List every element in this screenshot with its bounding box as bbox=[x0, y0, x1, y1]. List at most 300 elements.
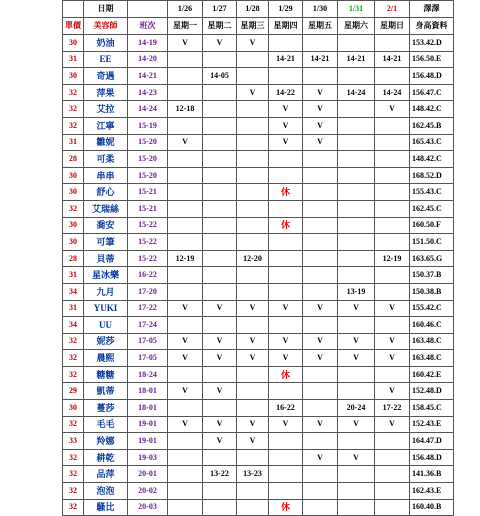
profile-cell: 163.65.G bbox=[410, 250, 454, 267]
price-cell: 32 bbox=[63, 200, 84, 217]
table-row bbox=[63, 366, 454, 383]
day-cell: V bbox=[338, 350, 375, 367]
price-cell: 34 bbox=[63, 317, 84, 334]
profile-cell: 158.45.C bbox=[410, 400, 454, 417]
day-cell bbox=[237, 184, 269, 201]
day-cell: 14-05 bbox=[203, 68, 237, 85]
day-cell: V bbox=[303, 84, 338, 101]
day-cell bbox=[303, 499, 338, 516]
day-cell bbox=[203, 101, 237, 118]
shift-cell: 19-01 bbox=[128, 433, 168, 450]
day-cell bbox=[269, 151, 303, 168]
day-cell: 14-21 bbox=[303, 51, 338, 68]
day-cell bbox=[203, 234, 237, 251]
stylist-name-cell: 品萍 bbox=[84, 466, 128, 483]
header-date-7: 2/1 bbox=[375, 1, 410, 18]
shift-cell: 18-01 bbox=[128, 383, 168, 400]
table-row bbox=[63, 383, 454, 400]
day-cell bbox=[203, 151, 237, 168]
day-cell bbox=[237, 101, 269, 118]
stylist-name-cell: EE bbox=[84, 51, 128, 68]
stylist-name-cell: 艾拉 bbox=[84, 101, 128, 118]
header-class-label: 班次 bbox=[128, 18, 168, 35]
profile-cell: 152.48.D bbox=[410, 383, 454, 400]
day-cell bbox=[375, 234, 410, 251]
day-cell: 12-19 bbox=[375, 250, 410, 267]
day-cell bbox=[338, 250, 375, 267]
price-cell: 30 bbox=[63, 167, 84, 184]
day-cell bbox=[338, 167, 375, 184]
header-date-1: 1/26 bbox=[168, 1, 203, 18]
table-row bbox=[63, 234, 454, 251]
day-cell: 14-21 bbox=[338, 51, 375, 68]
price-cell: 31 bbox=[63, 134, 84, 151]
shift-cell: 19-03 bbox=[128, 449, 168, 466]
stylist-name-cell: 蔓莎 bbox=[84, 400, 128, 417]
day-cell bbox=[203, 250, 237, 267]
shift-cell: 15-20 bbox=[128, 134, 168, 151]
profile-cell: 141.36.B bbox=[410, 466, 454, 483]
day-cell bbox=[375, 35, 410, 52]
day-cell bbox=[203, 51, 237, 68]
day-cell: V bbox=[237, 35, 269, 52]
day-cell bbox=[168, 466, 203, 483]
day-cell: 14-24 bbox=[375, 84, 410, 101]
profile-cell: 153.42.D bbox=[410, 35, 454, 52]
day-cell bbox=[375, 483, 410, 500]
shift-cell: 14-23 bbox=[128, 84, 168, 101]
price-cell: 31 bbox=[63, 51, 84, 68]
stylist-name-cell: 凱蒂 bbox=[84, 383, 128, 400]
day-cell bbox=[168, 483, 203, 500]
day-cell bbox=[375, 200, 410, 217]
day-cell: V bbox=[303, 350, 338, 367]
day-cell bbox=[269, 466, 303, 483]
price-cell: 28 bbox=[63, 250, 84, 267]
day-cell: V bbox=[375, 333, 410, 350]
day-cell bbox=[237, 383, 269, 400]
profile-cell: 163.48.C bbox=[410, 350, 454, 367]
day-cell bbox=[303, 35, 338, 52]
stylist-name-cell: 貝蒂 bbox=[84, 250, 128, 267]
day-cell bbox=[338, 134, 375, 151]
shift-cell: 20-03 bbox=[128, 499, 168, 516]
day-cell: V bbox=[269, 350, 303, 367]
stylist-name-cell: 艾瑞絲 bbox=[84, 200, 128, 217]
day-cell bbox=[168, 184, 203, 201]
day-cell: V bbox=[375, 350, 410, 367]
price-cell: 30 bbox=[63, 217, 84, 234]
day-cell: 休 bbox=[269, 499, 303, 516]
day-cell bbox=[338, 383, 375, 400]
day-cell bbox=[338, 267, 375, 284]
day-cell bbox=[375, 433, 410, 450]
profile-cell: 155.43.C bbox=[410, 184, 454, 201]
day-cell bbox=[237, 200, 269, 217]
day-cell bbox=[375, 117, 410, 134]
shift-cell: 15-21 bbox=[128, 184, 168, 201]
day-cell: V bbox=[168, 383, 203, 400]
stylist-name-cell: 雛妮 bbox=[84, 134, 128, 151]
price-cell: 29 bbox=[63, 383, 84, 400]
stylist-name-cell: 可柔 bbox=[84, 151, 128, 168]
table-row bbox=[63, 134, 454, 151]
day-cell bbox=[168, 317, 203, 334]
table-row bbox=[63, 51, 454, 68]
day-cell bbox=[269, 383, 303, 400]
day-cell bbox=[168, 433, 203, 450]
day-cell bbox=[375, 449, 410, 466]
day-cell bbox=[237, 217, 269, 234]
day-cell: V bbox=[375, 101, 410, 118]
day-cell bbox=[203, 134, 237, 151]
header-name-label: 美容師 bbox=[84, 18, 128, 35]
stylist-name-cell: UU bbox=[84, 317, 128, 334]
table-row bbox=[63, 151, 454, 168]
day-cell bbox=[168, 217, 203, 234]
day-cell bbox=[303, 283, 338, 300]
day-cell bbox=[269, 35, 303, 52]
day-cell bbox=[237, 483, 269, 500]
stylist-name-cell: 妮莎 bbox=[84, 333, 128, 350]
price-cell: 30 bbox=[63, 400, 84, 417]
day-cell bbox=[269, 283, 303, 300]
day-cell bbox=[338, 466, 375, 483]
day-cell: 12-18 bbox=[168, 101, 203, 118]
day-cell: 休 bbox=[269, 184, 303, 201]
day-cell bbox=[303, 167, 338, 184]
day-cell: V bbox=[237, 333, 269, 350]
stylist-name-cell: YUKI bbox=[84, 300, 128, 317]
table-row bbox=[63, 483, 454, 500]
table-row bbox=[63, 449, 454, 466]
day-cell bbox=[237, 267, 269, 284]
price-cell: 32 bbox=[63, 483, 84, 500]
shift-cell: 18-01 bbox=[128, 400, 168, 417]
profile-cell: 160.46.C bbox=[410, 317, 454, 334]
day-cell: V bbox=[303, 117, 338, 134]
day-cell: V bbox=[269, 117, 303, 134]
day-cell bbox=[168, 200, 203, 217]
day-cell bbox=[303, 383, 338, 400]
day-cell: V bbox=[168, 350, 203, 367]
stylist-name-cell: 江寧 bbox=[84, 117, 128, 134]
day-cell bbox=[168, 400, 203, 417]
table-row bbox=[63, 217, 454, 234]
profile-cell: 165.43.C bbox=[410, 134, 454, 151]
day-cell bbox=[203, 217, 237, 234]
day-cell bbox=[338, 117, 375, 134]
profile-cell: 160.50.F bbox=[410, 217, 454, 234]
day-cell bbox=[269, 234, 303, 251]
day-cell bbox=[203, 117, 237, 134]
day-cell: V bbox=[375, 416, 410, 433]
day-cell bbox=[237, 283, 269, 300]
price-cell: 32 bbox=[63, 101, 84, 118]
table-row bbox=[63, 184, 454, 201]
day-cell bbox=[303, 366, 338, 383]
header-weekday-6: 星期六 bbox=[338, 18, 375, 35]
day-cell bbox=[203, 499, 237, 516]
day-cell bbox=[203, 200, 237, 217]
shift-cell: 15-20 bbox=[128, 151, 168, 168]
day-cell: V bbox=[168, 333, 203, 350]
day-cell bbox=[303, 400, 338, 417]
day-cell: 16-22 bbox=[269, 400, 303, 417]
day-cell: V bbox=[203, 383, 237, 400]
day-cell bbox=[168, 234, 203, 251]
day-cell bbox=[269, 433, 303, 450]
shift-cell: 20-01 bbox=[128, 466, 168, 483]
price-cell: 32 bbox=[63, 416, 84, 433]
day-cell: V bbox=[303, 449, 338, 466]
day-cell: V bbox=[269, 134, 303, 151]
day-cell bbox=[203, 366, 237, 383]
table-row bbox=[63, 499, 454, 516]
stylist-name-cell: 奇遇 bbox=[84, 68, 128, 85]
day-cell: V bbox=[303, 333, 338, 350]
day-cell bbox=[237, 151, 269, 168]
day-cell: V bbox=[237, 84, 269, 101]
day-cell bbox=[237, 317, 269, 334]
shift-cell: 15-22 bbox=[128, 217, 168, 234]
day-cell bbox=[303, 234, 338, 251]
shift-cell: 14-20 bbox=[128, 51, 168, 68]
day-cell bbox=[237, 499, 269, 516]
day-cell: 13-22 bbox=[203, 466, 237, 483]
day-cell bbox=[237, 51, 269, 68]
day-cell bbox=[375, 134, 410, 151]
header-weekday-3: 星期三 bbox=[237, 18, 269, 35]
table-row bbox=[63, 84, 454, 101]
day-cell bbox=[269, 449, 303, 466]
shift-cell: 15-19 bbox=[128, 117, 168, 134]
price-cell: 34 bbox=[63, 283, 84, 300]
day-cell: V bbox=[269, 333, 303, 350]
profile-cell: 160.42.E bbox=[410, 366, 454, 383]
table-row bbox=[63, 283, 454, 300]
stylist-name-cell: 騷比 bbox=[84, 499, 128, 516]
day-cell: V bbox=[303, 101, 338, 118]
day-cell: 12-19 bbox=[168, 250, 203, 267]
stylist-name-cell: 羚娜 bbox=[84, 433, 128, 450]
stylist-name-cell: 晨熙 bbox=[84, 350, 128, 367]
day-cell bbox=[168, 267, 203, 284]
day-cell bbox=[338, 366, 375, 383]
day-cell: 14-21 bbox=[375, 51, 410, 68]
profile-cell: 162.45.C bbox=[410, 200, 454, 217]
profile-cell: 156.48.D bbox=[410, 68, 454, 85]
day-cell bbox=[168, 151, 203, 168]
day-cell bbox=[237, 117, 269, 134]
price-cell: 32 bbox=[63, 333, 84, 350]
day-cell bbox=[338, 433, 375, 450]
day-cell: V bbox=[203, 300, 237, 317]
day-cell bbox=[203, 167, 237, 184]
day-cell: V bbox=[203, 416, 237, 433]
day-cell bbox=[375, 499, 410, 516]
header-date-5: 1/30 bbox=[303, 1, 338, 18]
day-cell bbox=[303, 433, 338, 450]
price-cell: 30 bbox=[63, 35, 84, 52]
day-cell: V bbox=[203, 333, 237, 350]
profile-cell: 162.43.E bbox=[410, 483, 454, 500]
day-cell bbox=[269, 267, 303, 284]
day-cell: V bbox=[375, 383, 410, 400]
header-weekday-7: 星期日 bbox=[375, 18, 410, 35]
header-date-3: 1/28 bbox=[237, 1, 269, 18]
shift-cell: 14-19 bbox=[128, 35, 168, 52]
day-cell bbox=[338, 499, 375, 516]
price-cell: 32 bbox=[63, 350, 84, 367]
profile-cell: 160.40.B bbox=[410, 499, 454, 516]
day-cell: 14-24 bbox=[338, 84, 375, 101]
day-cell: V bbox=[269, 101, 303, 118]
day-cell: V bbox=[168, 416, 203, 433]
shift-cell: 17-20 bbox=[128, 283, 168, 300]
schedule-table bbox=[62, 0, 454, 516]
day-cell: 12-20 bbox=[237, 250, 269, 267]
profile-cell: 164.47.D bbox=[410, 433, 454, 450]
day-cell: 17-22 bbox=[375, 400, 410, 417]
day-cell bbox=[338, 200, 375, 217]
profile-cell: 162.45.B bbox=[410, 117, 454, 134]
stylist-name-cell: 舒心 bbox=[84, 184, 128, 201]
day-cell: V bbox=[203, 35, 237, 52]
day-cell bbox=[303, 68, 338, 85]
day-cell bbox=[203, 449, 237, 466]
day-cell: 休 bbox=[269, 366, 303, 383]
day-cell: V bbox=[237, 433, 269, 450]
shift-cell: 20-02 bbox=[128, 483, 168, 500]
shift-cell: 17-05 bbox=[128, 333, 168, 350]
price-cell: 28 bbox=[63, 151, 84, 168]
price-cell: 31 bbox=[63, 300, 84, 317]
day-cell bbox=[168, 499, 203, 516]
day-cell: 13-23 bbox=[237, 466, 269, 483]
price-cell: 30 bbox=[63, 184, 84, 201]
price-cell: 32 bbox=[63, 366, 84, 383]
day-cell: V bbox=[168, 134, 203, 151]
price-cell: 33 bbox=[63, 433, 84, 450]
price-cell: 30 bbox=[63, 68, 84, 85]
day-cell bbox=[303, 317, 338, 334]
shift-cell: 15-22 bbox=[128, 250, 168, 267]
header-rates-label: 澤澤 bbox=[410, 1, 454, 18]
price-cell: 31 bbox=[63, 267, 84, 284]
shift-cell: 15-20 bbox=[128, 167, 168, 184]
header-blank bbox=[63, 1, 84, 18]
profile-cell: 150.38.B bbox=[410, 283, 454, 300]
price-cell: 32 bbox=[63, 466, 84, 483]
day-cell: V bbox=[303, 416, 338, 433]
day-cell bbox=[338, 483, 375, 500]
table-row bbox=[63, 117, 454, 134]
day-cell: V bbox=[338, 300, 375, 317]
day-cell bbox=[303, 184, 338, 201]
table-row bbox=[63, 250, 454, 267]
stylist-name-cell: 泡泡 bbox=[84, 483, 128, 500]
day-cell: V bbox=[338, 416, 375, 433]
day-cell bbox=[237, 366, 269, 383]
stylist-name-cell: 星冰樂 bbox=[84, 267, 128, 284]
day-cell: V bbox=[203, 350, 237, 367]
stylist-name-cell: 喬安 bbox=[84, 217, 128, 234]
header-date-6: 1/31 bbox=[338, 1, 375, 18]
header-weekday-5: 星期五 bbox=[303, 18, 338, 35]
day-cell bbox=[203, 483, 237, 500]
day-cell bbox=[375, 184, 410, 201]
day-cell bbox=[168, 51, 203, 68]
table-row bbox=[63, 350, 454, 367]
day-cell: V bbox=[237, 300, 269, 317]
day-cell: V bbox=[303, 300, 338, 317]
day-cell bbox=[203, 317, 237, 334]
day-cell: 20-24 bbox=[338, 400, 375, 417]
day-cell bbox=[375, 466, 410, 483]
day-cell bbox=[269, 167, 303, 184]
shift-cell: 16-22 bbox=[128, 267, 168, 284]
table-row bbox=[63, 466, 454, 483]
table-row bbox=[63, 333, 454, 350]
day-cell bbox=[375, 167, 410, 184]
profile-cell: 152.43.E bbox=[410, 416, 454, 433]
day-cell: 14-21 bbox=[269, 51, 303, 68]
day-cell: V bbox=[237, 416, 269, 433]
day-cell: V bbox=[375, 300, 410, 317]
price-cell: 30 bbox=[63, 234, 84, 251]
day-cell bbox=[338, 151, 375, 168]
stylist-name-cell: 可筆 bbox=[84, 234, 128, 251]
table-row bbox=[63, 300, 454, 317]
day-cell: V bbox=[338, 333, 375, 350]
table-row bbox=[63, 167, 454, 184]
day-cell bbox=[375, 283, 410, 300]
day-cell bbox=[168, 167, 203, 184]
shift-cell: 14-24 bbox=[128, 101, 168, 118]
day-cell bbox=[338, 217, 375, 234]
day-cell bbox=[375, 317, 410, 334]
day-cell bbox=[203, 400, 237, 417]
stylist-name-cell: 萍果 bbox=[84, 84, 128, 101]
shift-cell: 15-22 bbox=[128, 234, 168, 251]
header-date-label: 日期 bbox=[84, 1, 128, 18]
day-cell: V bbox=[303, 134, 338, 151]
day-cell bbox=[338, 317, 375, 334]
price-cell: 32 bbox=[63, 449, 84, 466]
day-cell bbox=[375, 68, 410, 85]
day-cell: V bbox=[168, 35, 203, 52]
shift-cell: 17-24 bbox=[128, 317, 168, 334]
day-cell bbox=[168, 449, 203, 466]
stylist-name-cell: 奶油 bbox=[84, 35, 128, 52]
shift-cell: 15-21 bbox=[128, 200, 168, 217]
profile-cell: 148.42.C bbox=[410, 101, 454, 118]
profile-cell: 156.48.D bbox=[410, 449, 454, 466]
day-cell bbox=[303, 466, 338, 483]
day-cell bbox=[203, 283, 237, 300]
shift-cell: 17-22 bbox=[128, 300, 168, 317]
day-cell bbox=[237, 449, 269, 466]
day-cell bbox=[338, 35, 375, 52]
price-cell: 32 bbox=[63, 84, 84, 101]
day-cell bbox=[269, 483, 303, 500]
stylist-name-cell: 串串 bbox=[84, 167, 128, 184]
day-cell bbox=[237, 68, 269, 85]
shift-cell: 18-24 bbox=[128, 366, 168, 383]
header-blank bbox=[128, 1, 168, 18]
header-weekday-2: 星期二 bbox=[203, 18, 237, 35]
